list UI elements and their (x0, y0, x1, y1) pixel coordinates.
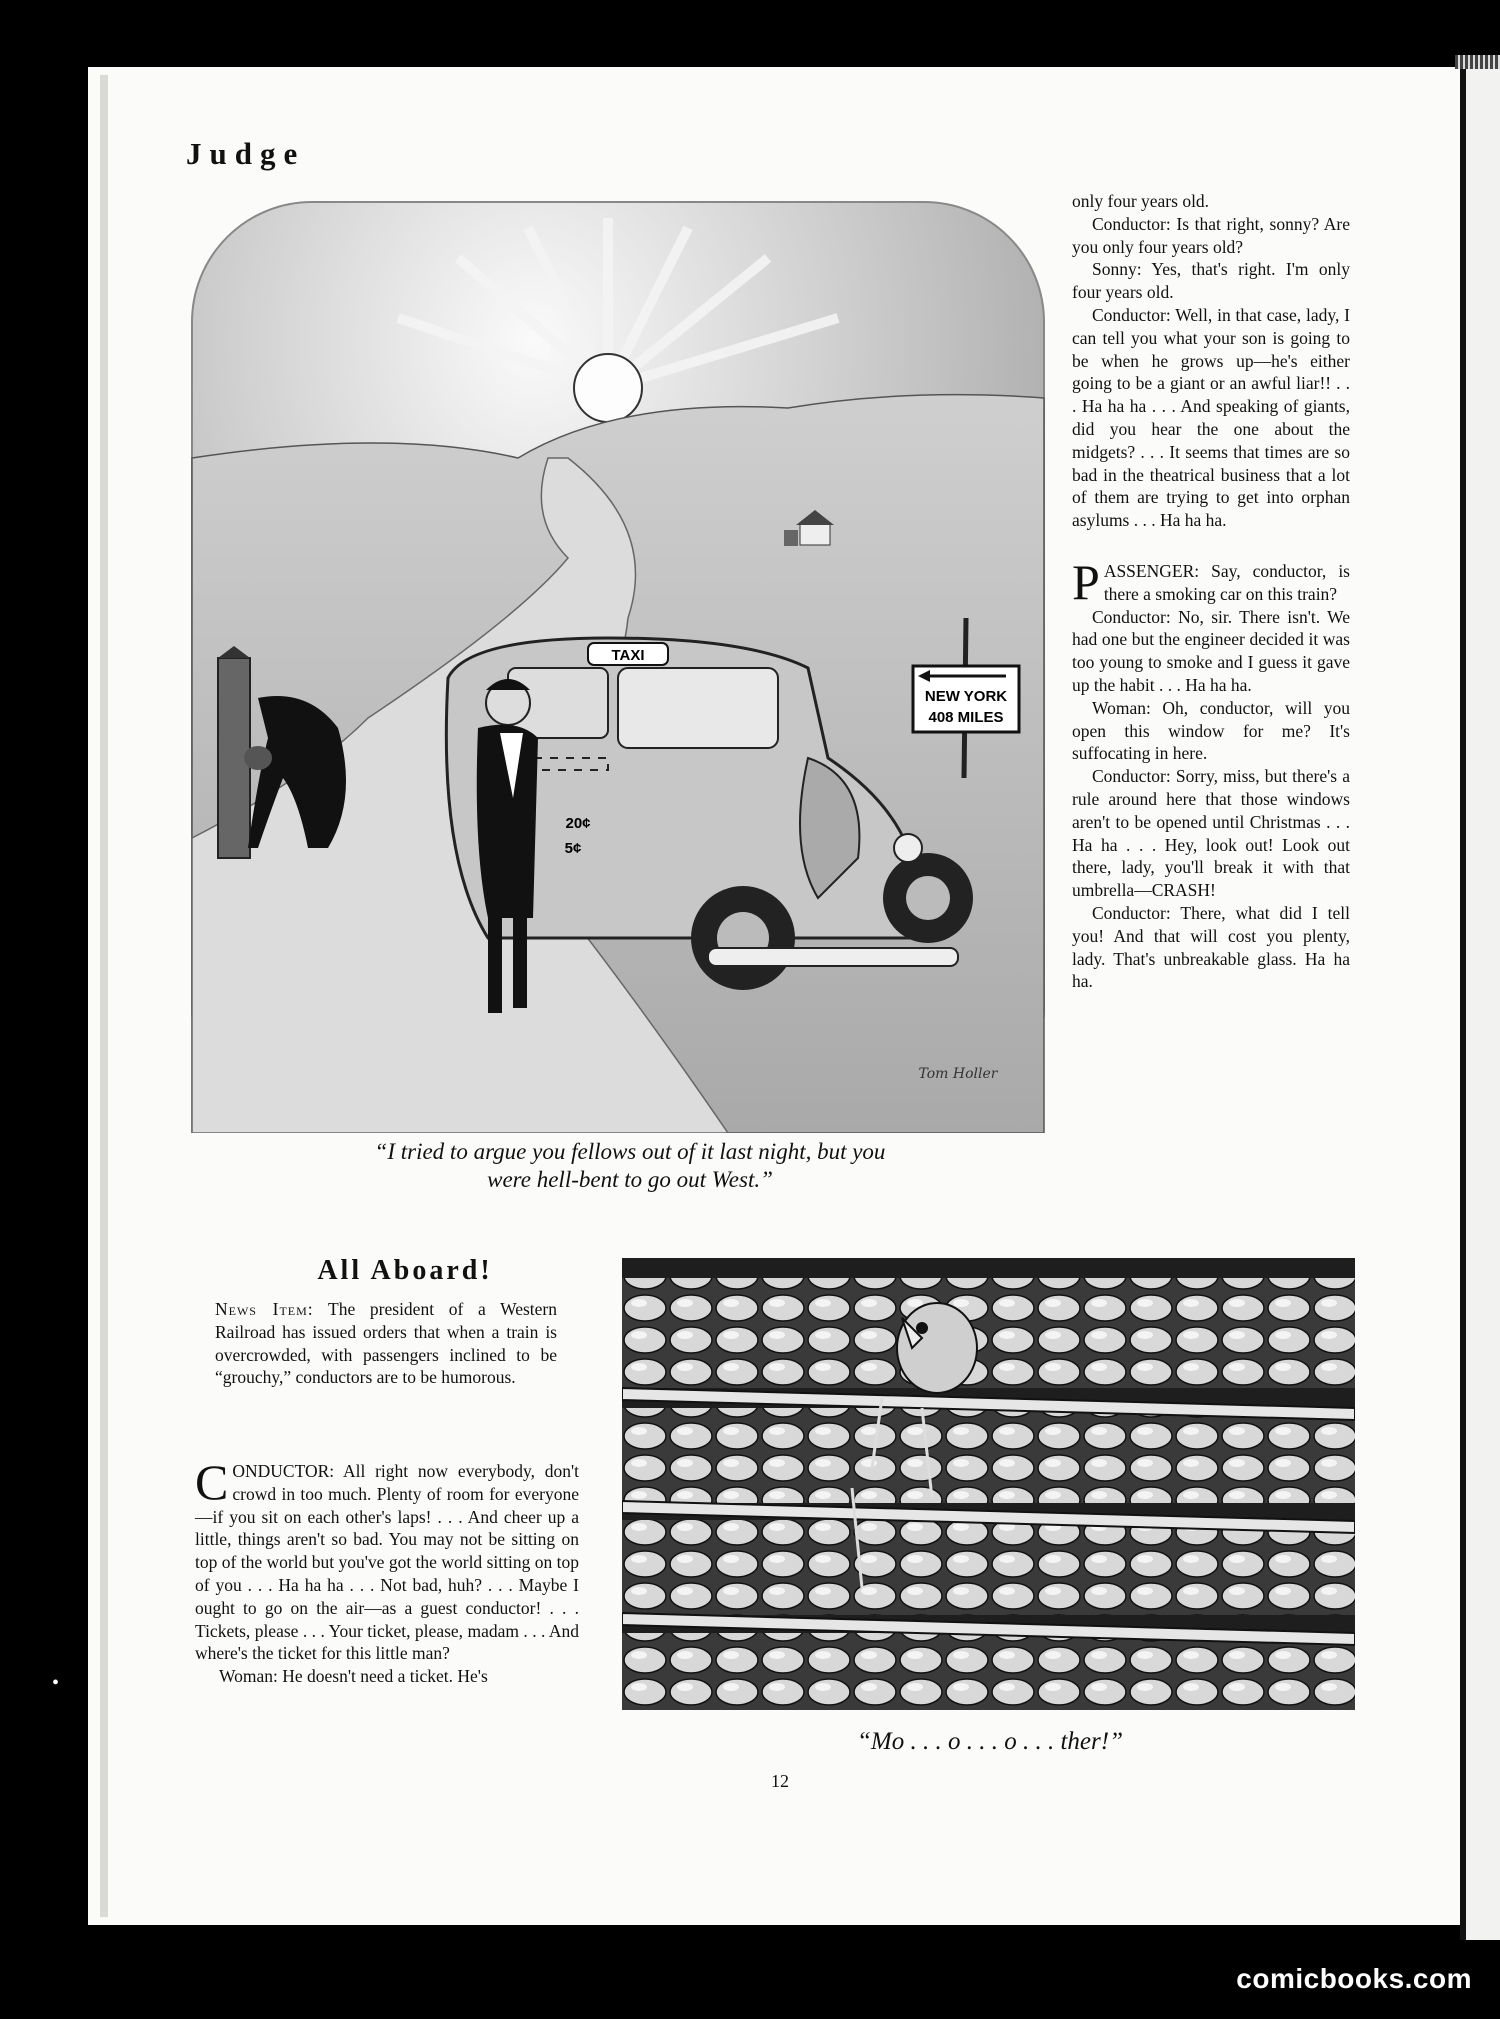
drop-cap-c: C (195, 1454, 229, 1510)
news-text: The president of a Western Railroad has issued orders that when a train is overcrowded, with passengers inclined to be “grouchy,” conductors are to be humorous. (215, 1299, 557, 1388)
left-para-1-text: ONDUCTOR: All right now everybody, don't crowd in too much. Plenty of room for everyone—if you sit on each other's laps! . . . And cheer up a little, things aren't so bad. You may not be sitting on top of the world but you've got the world sitting on top of you . . . Ha ha ha . . . Not bad, huh? . . . Maybe I ought to go on the air—as a guest conductor! . . . Tickets, please . . . Your ticket, please, madam . . . And where's the ticket for this little man? (195, 1461, 579, 1664)
spine-strip (1455, 55, 1500, 69)
taxi-sign: TAXI (611, 647, 645, 664)
left-para-1 (195, 1454, 579, 1665)
page-number: 12 (771, 1771, 789, 1791)
page-edge (100, 75, 108, 1917)
right-para-5-text: ASSENGER: Say, conductor, is there a smoking car on this train? (1103, 560, 1350, 604)
taxi-cartoon (188, 198, 1048, 1133)
egg-row-3 (622, 1520, 1355, 1615)
news-item (215, 1298, 557, 1389)
scan-speck: • (52, 1672, 60, 1694)
right-para-6: Conductor: No, sir. There isn't. We had one but the engineer decided it was too young to smoke and I guess it gave up the habit . . . Ha ha ha. (1072, 606, 1350, 695)
cartoon1-caption (300, 1138, 960, 1194)
chick (897, 1303, 977, 1393)
sign-line1: NEW YORK (924, 688, 1008, 705)
egg-shelves-cartoon (622, 1258, 1355, 1710)
cartoonist-signature: Tom Holler (918, 1066, 998, 1082)
sun (574, 354, 642, 422)
cartoon2-caption: “Mo . . . o . . . o . . . ther!” (857, 1728, 1123, 1755)
right-text-column (1072, 190, 1350, 993)
right-para-8: Conductor: Sorry, miss, but there's a rule around here that those windows aren't to be opened until Christmas . . . Ha ha . . . Hey, look out! Look out there, lady, you'll break it with that umbrella—CRASH! (1072, 766, 1350, 901)
taxi-fare-top: 20¢ (565, 815, 591, 832)
right-para-4: Conductor: Well, in that case, lady, I can tell you what your son is going to be when he grows up—he's either going to be a giant or an awful liar!! . . . Ha ha ha . . . And speaking of giants, did you hear the one about the midgets? . . . It seems that times are so bad in the theatrical business that a lot of them are trying to get into orphan asylums . . . Ha ha ha. (1072, 304, 1350, 531)
left-para-2: Woman: He doesn't need a ticket. He's (219, 1666, 488, 1687)
egg-row-1 (622, 1278, 1355, 1388)
right-para-5 (1072, 553, 1350, 610)
drop-cap-p: P (1072, 553, 1100, 610)
facing-page-edge (1460, 60, 1500, 1940)
egg-row-2 (622, 1408, 1355, 1503)
caption1-line2: were hell-bent to go out West.” (487, 1167, 773, 1192)
right-para-1: only four years old. (1072, 191, 1210, 211)
watermark: comicbooks.com (1236, 1963, 1472, 1994)
right-para-9: Conductor: There, what did I tell you! And that will cost you plenty, lady. That's unbreakable glass. Ha ha ha. (1072, 902, 1350, 992)
egg-row-4 (622, 1633, 1355, 1710)
right-para-3: Sonny: Yes, that's right. I'm only four years old. (1072, 259, 1350, 303)
magazine-header: Judge (186, 136, 306, 171)
right-para-7: Woman: Oh, conductor, will you open this window for me? It's suffocating in here. (1072, 697, 1350, 764)
taxi-fare-bottom: 5¢ (564, 840, 582, 857)
left-text-column (195, 1454, 579, 1688)
article-title: All Aboard! (317, 1255, 493, 1286)
news-label: News Item: (215, 1299, 314, 1319)
caption1-line1: “I tried to argue you fellows out of it last night, but you (374, 1139, 886, 1164)
right-para-2: Conductor: Is that right, sonny? Are you only four years old? (1072, 213, 1350, 257)
sign-line2: 408 MILES (928, 709, 1004, 726)
